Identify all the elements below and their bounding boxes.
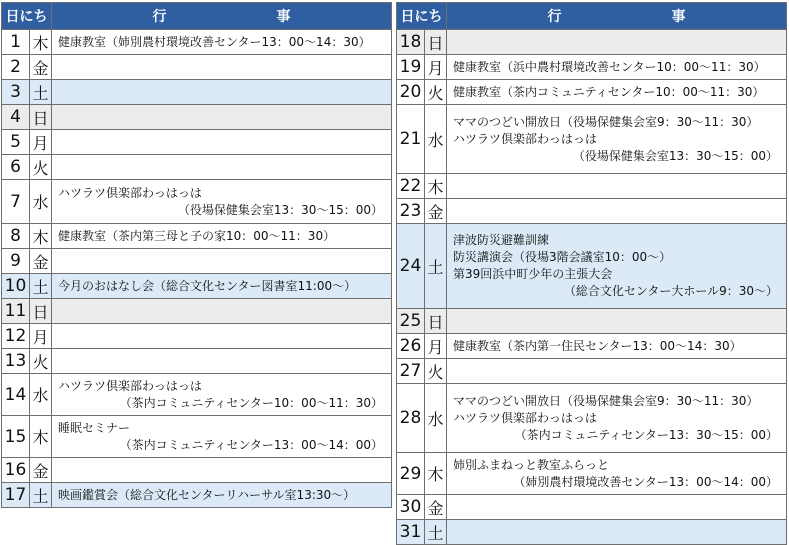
calendar-row xyxy=(2,55,392,80)
weekday: 木 xyxy=(30,224,52,249)
calendar-row xyxy=(2,374,392,416)
calendar-body-right xyxy=(397,30,787,545)
calendar-row xyxy=(397,384,787,453)
day-number: 16 xyxy=(2,458,30,483)
header-event-char-2: 事 xyxy=(671,9,686,25)
event-line: ハツラツ倶楽部わっはっは xyxy=(58,185,202,200)
weekday: 金 xyxy=(30,55,52,80)
day-number: 24 xyxy=(397,224,425,309)
calendar-right-panel xyxy=(396,2,787,545)
weekday: 火 xyxy=(425,359,447,384)
event-line: 防災講演会（役場3階会議室10：00～） xyxy=(453,250,672,264)
calendar-row xyxy=(397,224,787,309)
weekday: 土 xyxy=(30,274,52,299)
event-cell xyxy=(52,374,392,416)
calendar-row xyxy=(2,224,392,249)
event-line: 健康教室（茶内第一住民センター13：00～14：30） xyxy=(453,338,742,353)
event-cell xyxy=(52,324,392,349)
weekday: 火 xyxy=(30,349,52,374)
event-line: 健康教室（茶内コミュニティセンター10：00～11：30） xyxy=(453,84,765,99)
calendar-row xyxy=(397,495,787,520)
table-header-row xyxy=(2,3,392,30)
event-cell xyxy=(447,105,787,174)
calendar-row xyxy=(2,249,392,274)
calendar-row xyxy=(2,483,392,508)
day-number: 2 xyxy=(2,55,30,80)
event-cell xyxy=(447,199,787,224)
event-cell xyxy=(52,180,392,224)
weekday: 木 xyxy=(30,416,52,458)
header-date: 日にち xyxy=(397,3,447,30)
weekday: 木 xyxy=(425,453,447,495)
calendar-table-right xyxy=(396,2,787,545)
day-number: 1 xyxy=(2,30,30,55)
calendar-row xyxy=(2,458,392,483)
day-number: 14 xyxy=(2,374,30,416)
event-line: 健康教室（姉別農村環境改善センター13：00～14：30） xyxy=(58,34,371,49)
weekday: 木 xyxy=(425,174,447,199)
calendar-row xyxy=(397,199,787,224)
event-line: 第39回浜中町少年の主張大会 xyxy=(453,267,613,281)
weekday: 火 xyxy=(425,80,447,105)
weekday: 月 xyxy=(30,324,52,349)
calendar-row xyxy=(2,130,392,155)
day-number: 18 xyxy=(397,30,425,55)
event-cell xyxy=(447,224,787,309)
weekday: 月 xyxy=(30,130,52,155)
weekday: 水 xyxy=(30,374,52,416)
day-number: 26 xyxy=(397,334,425,359)
event-cell xyxy=(52,249,392,274)
event-line: （茶内コミュニティセンター10：00～11：30） xyxy=(119,395,383,410)
weekday: 金 xyxy=(425,199,447,224)
weekday: 水 xyxy=(425,105,447,174)
day-number: 21 xyxy=(397,105,425,174)
weekday: 水 xyxy=(30,180,52,224)
event-line: （総合文化センター大ホール9：30～） xyxy=(563,284,778,298)
event-line: ハツラツ倶楽部わっはっは xyxy=(453,131,597,146)
weekday: 土 xyxy=(30,483,52,508)
calendar-row xyxy=(397,334,787,359)
calendar-row xyxy=(2,105,392,130)
calendar-row xyxy=(397,30,787,55)
event-line: 睡眠セミナー xyxy=(58,420,131,435)
event-cell xyxy=(447,80,787,105)
event-line: （役場保健集会室13：30～15：00） xyxy=(177,202,383,217)
calendar-row xyxy=(397,105,787,174)
event-cell xyxy=(52,224,392,249)
event-line: ハツラツ倶楽部わっはっは xyxy=(58,378,202,393)
calendar-row xyxy=(2,30,392,55)
day-number: 17 xyxy=(2,483,30,508)
event-cell xyxy=(52,349,392,374)
calendar-row xyxy=(2,180,392,224)
event-line: ママのつどい開放日（役場保健集会室9：30～11：30） xyxy=(453,114,759,129)
weekday: 土 xyxy=(425,520,447,545)
event-cell xyxy=(447,30,787,55)
calendar-table-left xyxy=(1,2,392,508)
day-number: 19 xyxy=(397,55,425,80)
calendar-row xyxy=(2,155,392,180)
weekday: 火 xyxy=(30,155,52,180)
calendar-row xyxy=(2,349,392,374)
weekday: 月 xyxy=(425,55,447,80)
weekday: 金 xyxy=(425,495,447,520)
day-number: 11 xyxy=(2,299,30,324)
event-cell xyxy=(447,495,787,520)
weekday: 日 xyxy=(30,105,52,130)
event-line: 映画鑑賞会（総合文化センターリハーサル室13:30～） xyxy=(58,487,356,502)
day-number: 30 xyxy=(397,495,425,520)
event-line: 健康教室（茶内第三母と子の家10：00～11：30） xyxy=(58,228,336,243)
day-number: 29 xyxy=(397,453,425,495)
weekday: 日 xyxy=(425,309,447,334)
weekday: 水 xyxy=(425,384,447,453)
calendar-row xyxy=(397,174,787,199)
event-cell xyxy=(447,174,787,199)
day-number: 8 xyxy=(2,224,30,249)
calendar-row xyxy=(2,274,392,299)
event-cell xyxy=(447,334,787,359)
day-number: 27 xyxy=(397,359,425,384)
header-event-char-2: 事 xyxy=(276,9,291,25)
table-header-row xyxy=(397,3,787,30)
calendar-row xyxy=(2,324,392,349)
event-cell xyxy=(52,30,392,55)
day-number: 10 xyxy=(2,274,30,299)
day-number: 20 xyxy=(397,80,425,105)
header-event xyxy=(52,3,392,30)
event-line: （姉別農村環境改善センター13：00～14：00） xyxy=(513,474,778,489)
event-line: 健康教室（浜中農村環境改善センター10：00～11：30） xyxy=(453,59,766,74)
calendar-row xyxy=(397,520,787,545)
event-cell xyxy=(52,458,392,483)
day-number: 15 xyxy=(2,416,30,458)
event-cell xyxy=(52,155,392,180)
event-line: 津波防災避難訓練 xyxy=(453,233,550,247)
event-line: 姉別ふまねっと教室ふらっと xyxy=(453,457,610,472)
calendar-row xyxy=(397,453,787,495)
weekday: 土 xyxy=(425,224,447,309)
event-cell xyxy=(52,274,392,299)
day-number: 28 xyxy=(397,384,425,453)
event-cell xyxy=(447,309,787,334)
calendar-row xyxy=(397,55,787,80)
event-cell xyxy=(447,520,787,545)
calendar-row xyxy=(397,80,787,105)
weekday: 月 xyxy=(425,334,447,359)
day-number: 22 xyxy=(397,174,425,199)
event-cell xyxy=(52,299,392,324)
weekday: 日 xyxy=(425,30,447,55)
event-cell xyxy=(52,55,392,80)
day-number: 3 xyxy=(2,80,30,105)
day-number: 4 xyxy=(2,105,30,130)
event-cell xyxy=(447,359,787,384)
header-event-char-1: 行 xyxy=(152,9,167,25)
day-number: 31 xyxy=(397,520,425,545)
day-number: 25 xyxy=(397,309,425,334)
event-cell xyxy=(52,483,392,508)
event-cell xyxy=(52,105,392,130)
weekday: 木 xyxy=(30,30,52,55)
event-line: ママのつどい開放日（役場保健集会室9：30～11：30） xyxy=(453,393,759,408)
day-number: 7 xyxy=(2,180,30,224)
event-line: ハツラツ倶楽部わっはっは xyxy=(453,410,597,425)
day-number: 6 xyxy=(2,155,30,180)
event-line: （茶内コミュニティセンター13：30～15：00） xyxy=(514,427,778,442)
weekday: 日 xyxy=(30,299,52,324)
header-event xyxy=(447,3,787,30)
day-number: 5 xyxy=(2,130,30,155)
weekday: 金 xyxy=(30,458,52,483)
event-cell xyxy=(52,416,392,458)
event-line: （茶内コミュニティセンター13：00～14：00） xyxy=(119,437,383,452)
event-cell xyxy=(52,130,392,155)
day-number: 13 xyxy=(2,349,30,374)
day-number: 12 xyxy=(2,324,30,349)
weekday: 金 xyxy=(30,249,52,274)
event-cell xyxy=(447,453,787,495)
event-cell xyxy=(447,55,787,80)
calendar-row xyxy=(2,299,392,324)
weekday: 土 xyxy=(30,80,52,105)
calendar-row xyxy=(397,309,787,334)
event-line: 今月のおはなし会（総合文化センター図書室11:00～） xyxy=(58,278,357,293)
calendar-row xyxy=(2,80,392,105)
header-event-char-1: 行 xyxy=(547,9,562,25)
calendar-body-left xyxy=(2,30,392,508)
calendar-left-panel xyxy=(1,2,392,508)
calendar-row xyxy=(397,359,787,384)
day-number: 23 xyxy=(397,199,425,224)
event-line: （役場保健集会室13：30～15：00） xyxy=(572,148,778,163)
day-number: 9 xyxy=(2,249,30,274)
event-cell xyxy=(52,80,392,105)
event-cell xyxy=(447,384,787,453)
header-date: 日にち xyxy=(2,3,52,30)
calendar-row xyxy=(2,416,392,458)
